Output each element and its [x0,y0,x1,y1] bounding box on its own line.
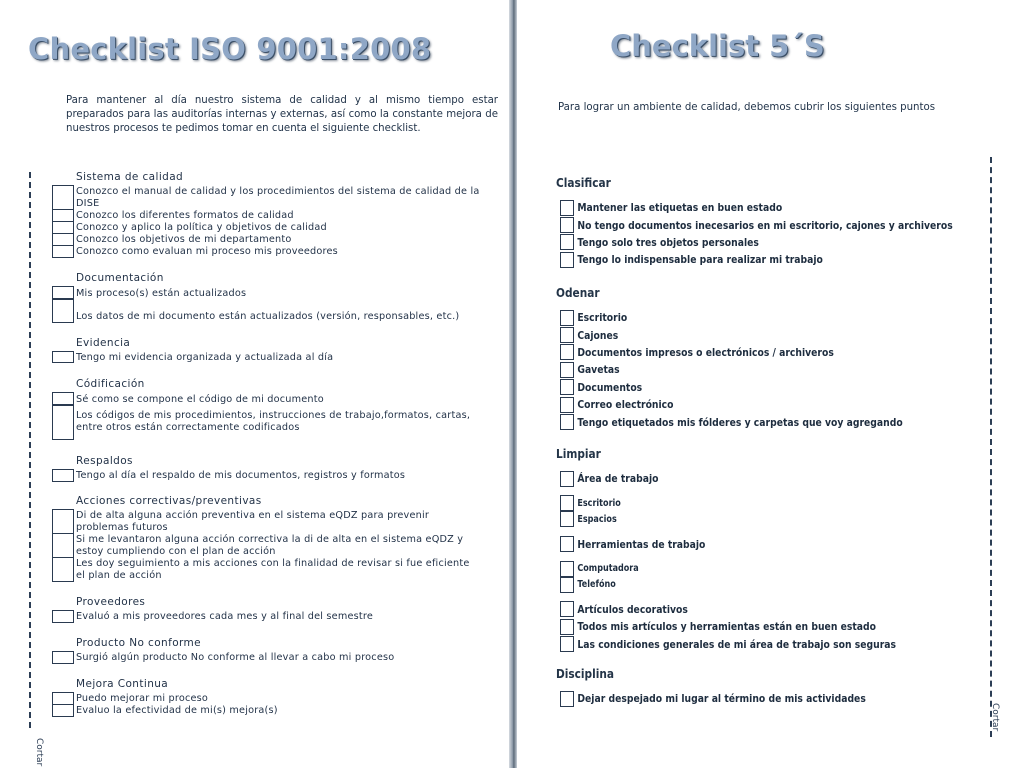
checklist-item [560,361,976,378]
checkbox[interactable] [52,469,74,482]
checkbox[interactable] [560,691,574,707]
checkbox[interactable] [52,610,74,623]
checkbox[interactable] [52,299,74,323]
item-text: Les doy seguimiento a mis acciones con la finalidad de revisar si fue eficiente el plan de acción [76,558,470,581]
checkbox[interactable] [52,651,74,664]
iso-checklist-title: Checklist ISO 9001:2008 [28,32,432,66]
checkbox[interactable] [560,217,574,233]
section-heading: Odenar [556,286,600,300]
checklist-item [52,611,497,623]
checkbox[interactable] [560,619,574,635]
checkbox[interactable] [560,234,574,250]
checklist-item [52,287,497,300]
section-heading: Códificación [76,378,145,390]
checklist-item [52,210,497,222]
left-cut-line [29,172,31,728]
checklist-item [560,495,976,511]
checkbox[interactable] [560,561,574,577]
checklist-item [52,652,497,664]
checkbox[interactable] [52,351,74,363]
section-limpiar [556,447,976,653]
section-heading: Sistema de calidad [76,171,184,183]
checklist-item [560,511,976,527]
section-heading: Mejora Continua [76,678,169,690]
item-text: Dejar despejado mi lugar al término de mis actividades [577,692,866,706]
5s-checklist-page [516,0,1024,768]
item-text: Escritorio [577,497,621,509]
checklist-item [52,393,497,406]
checkbox[interactable] [52,185,74,210]
item-text: Herramientas de trabajo [577,537,706,551]
checklist-item [52,246,497,258]
item-text: Artículos decorativos [577,602,688,616]
checkbox[interactable] [560,536,574,552]
section-heading: Limpiar [556,447,601,461]
section-heading: Clasificar [556,176,611,190]
item-text: Conozco y aplico la política y objetivos de calidad [76,222,327,233]
item-text: Puedo mejorar mi proceso [76,693,209,704]
section-heading: Evidencia [76,337,131,349]
checkbox[interactable] [560,577,574,593]
item-text: Computadora [577,563,639,575]
checkbox[interactable] [560,200,574,216]
item-text: Todos mis artículos y herramientas están en buen estado [577,620,876,634]
checkbox[interactable] [560,397,574,413]
item-text: Gavetas [577,363,620,377]
checklist-item [560,636,976,653]
item-text: Los códigos de mis procedimientos, instrucciones de trabajo,formatos, cartas, entre otros están correctamente codificados [76,410,471,433]
checkbox[interactable] [52,245,74,258]
item-text: Mis proceso(s) están actualizados [76,288,247,299]
item-text: Los datos de mi documento están actualizados (versión, responsables, etc.) [76,311,460,322]
section-heading: Respaldos [76,455,133,467]
checkbox[interactable] [560,344,574,360]
checklist-item [560,379,976,396]
checklist-item [560,326,976,343]
section-producto-no-conforme [52,637,497,664]
item-text: Escritorio [577,311,628,325]
checklist-item [560,216,976,233]
item-text: Tengo al día el respaldo de mis documentos, registros y formatos [76,470,406,481]
checkbox[interactable] [52,557,74,582]
item-text: Área de trabajo [577,472,659,486]
checkbox[interactable] [560,252,574,268]
section-clasificar [556,176,976,269]
checkbox[interactable] [560,511,574,527]
checklist-item [560,601,976,618]
checkbox[interactable] [560,471,574,487]
item-text: Conozco los diferentes formatos de calidad [76,210,294,221]
item-text: Documentos impresos o electrónicos / archiveros [577,345,834,359]
checkbox[interactable] [52,533,74,558]
item-text: Conozco el manual de calidad y los procedimientos del sistema de calidad de la DISE [76,186,480,209]
section-heading: Acciones correctivas/preventivas [76,495,262,507]
checklist-item [52,300,497,323]
checklist-item [560,344,976,361]
checklist-item [560,199,976,216]
item-text: Mantener las etiquetas en buen estado [577,201,783,215]
checkbox[interactable] [560,495,574,511]
item-text: Tengo solo tres objetos personales [577,235,759,249]
checklist-item [560,535,976,552]
checkbox[interactable] [52,704,74,717]
item-text: Conozco como evaluan mi proceso mis proveedores [76,246,338,257]
checklist-item [52,705,497,717]
item-text: Correo electrónico [577,398,674,412]
checkbox[interactable] [52,509,74,534]
item-text: No tengo documentos inecesarios en mi escritorio, cajones y archiveros [577,218,953,232]
section-proveedores [52,596,497,623]
checklist-item [52,406,497,440]
checkbox[interactable] [560,327,574,343]
item-text: Telefóno [577,579,616,591]
item-text: Documentos [577,380,643,394]
left-cut-label: Cortar [34,738,44,767]
checklist-item [560,309,976,326]
item-text: Conozco los objetivos de mi departamento [76,234,292,245]
section-heading: Documentación [76,272,164,284]
right-cut-label: Cortar [990,703,1000,732]
item-text: Si me levantaron alguna acción correctiva la di de alta en el sistema eQDZ y estoy cumpliendo con el plan de acción [76,534,464,557]
5s-intro-text: Para lograr un ambiente de calidad, debemos cubrir los siguientes puntos [558,102,936,113]
checkbox[interactable] [52,392,74,405]
checklist-item [52,234,497,246]
checkbox[interactable] [560,310,574,326]
checklist-item [52,693,497,705]
right-cut-line [990,157,992,737]
iso-intro-text: Para mantener al día nuestro sistema de calidad y al mismo tiempo estar preparados para las auditorías internas y externas, así como la constante mejora de nuestros procesos te pedimos tomar en cuenta el siguiente checklist. [66,95,498,134]
checklist-item [52,352,497,364]
section-heading: Disciplina [556,667,614,681]
checklist-item [560,396,976,413]
section-heading: Proveedores [76,596,146,608]
checklist-item [52,510,497,534]
item-text: Las condiciones generales de mi área de trabajo son seguras [577,637,897,651]
checklist-item [52,222,497,234]
checklist-item [560,470,976,487]
item-text: Espacios [577,513,617,525]
item-text: Tengo mi evidencia organizada y actualizada al día [76,352,334,363]
section-ordenar [556,286,976,431]
section-respaldos [52,455,497,482]
checklist-item [52,470,497,482]
item-text: Evaluo la efectividad de mi(s) mejora(s) [76,705,278,716]
checklist-item [560,577,976,593]
checklist-item [52,186,497,210]
section-evidencia [52,337,497,364]
section-acciones [52,495,497,582]
checkbox[interactable] [560,636,574,652]
section-mejora-continua [52,678,497,717]
checklist-item [52,534,497,558]
checkbox[interactable] [52,405,74,440]
checklist-item [560,413,976,430]
item-text: Tengo lo indispensable para realizar mi trabajo [577,253,823,267]
checkbox[interactable] [560,362,574,378]
section-codificacion [52,378,497,440]
checklist-item [560,690,976,707]
checkbox[interactable] [560,379,574,395]
checklist-item [560,618,976,635]
checklist-item [52,558,497,582]
checkbox[interactable] [560,414,574,430]
item-text: Surgió algún producto No conforme al llevar a cabo mi proceso [76,652,395,663]
item-text: Di de alta alguna acción preventiva en el sistema eQDZ para prevenir problemas futuros [76,510,430,533]
section-heading: Producto No conforme [76,637,202,649]
item-text: Evaluó a mis proveedores cada mes y al final del semestre [76,611,374,622]
section-documentacion [52,272,497,323]
section-disciplina [556,667,976,707]
checkbox[interactable] [52,286,74,299]
section-sistema-calidad [52,171,497,258]
item-text: Sé como se compone el código de mi documento [76,394,324,405]
item-text: Tengo etiquetados mis fólderes y carpetas que voy agregando [577,415,903,429]
checklist-item [560,234,976,251]
checklist-item [560,251,976,268]
5s-checklist-title: Checklist 5´S [610,29,825,63]
checkbox[interactable] [560,601,574,617]
checklist-item [560,561,976,577]
item-text: Cajones [577,328,619,342]
